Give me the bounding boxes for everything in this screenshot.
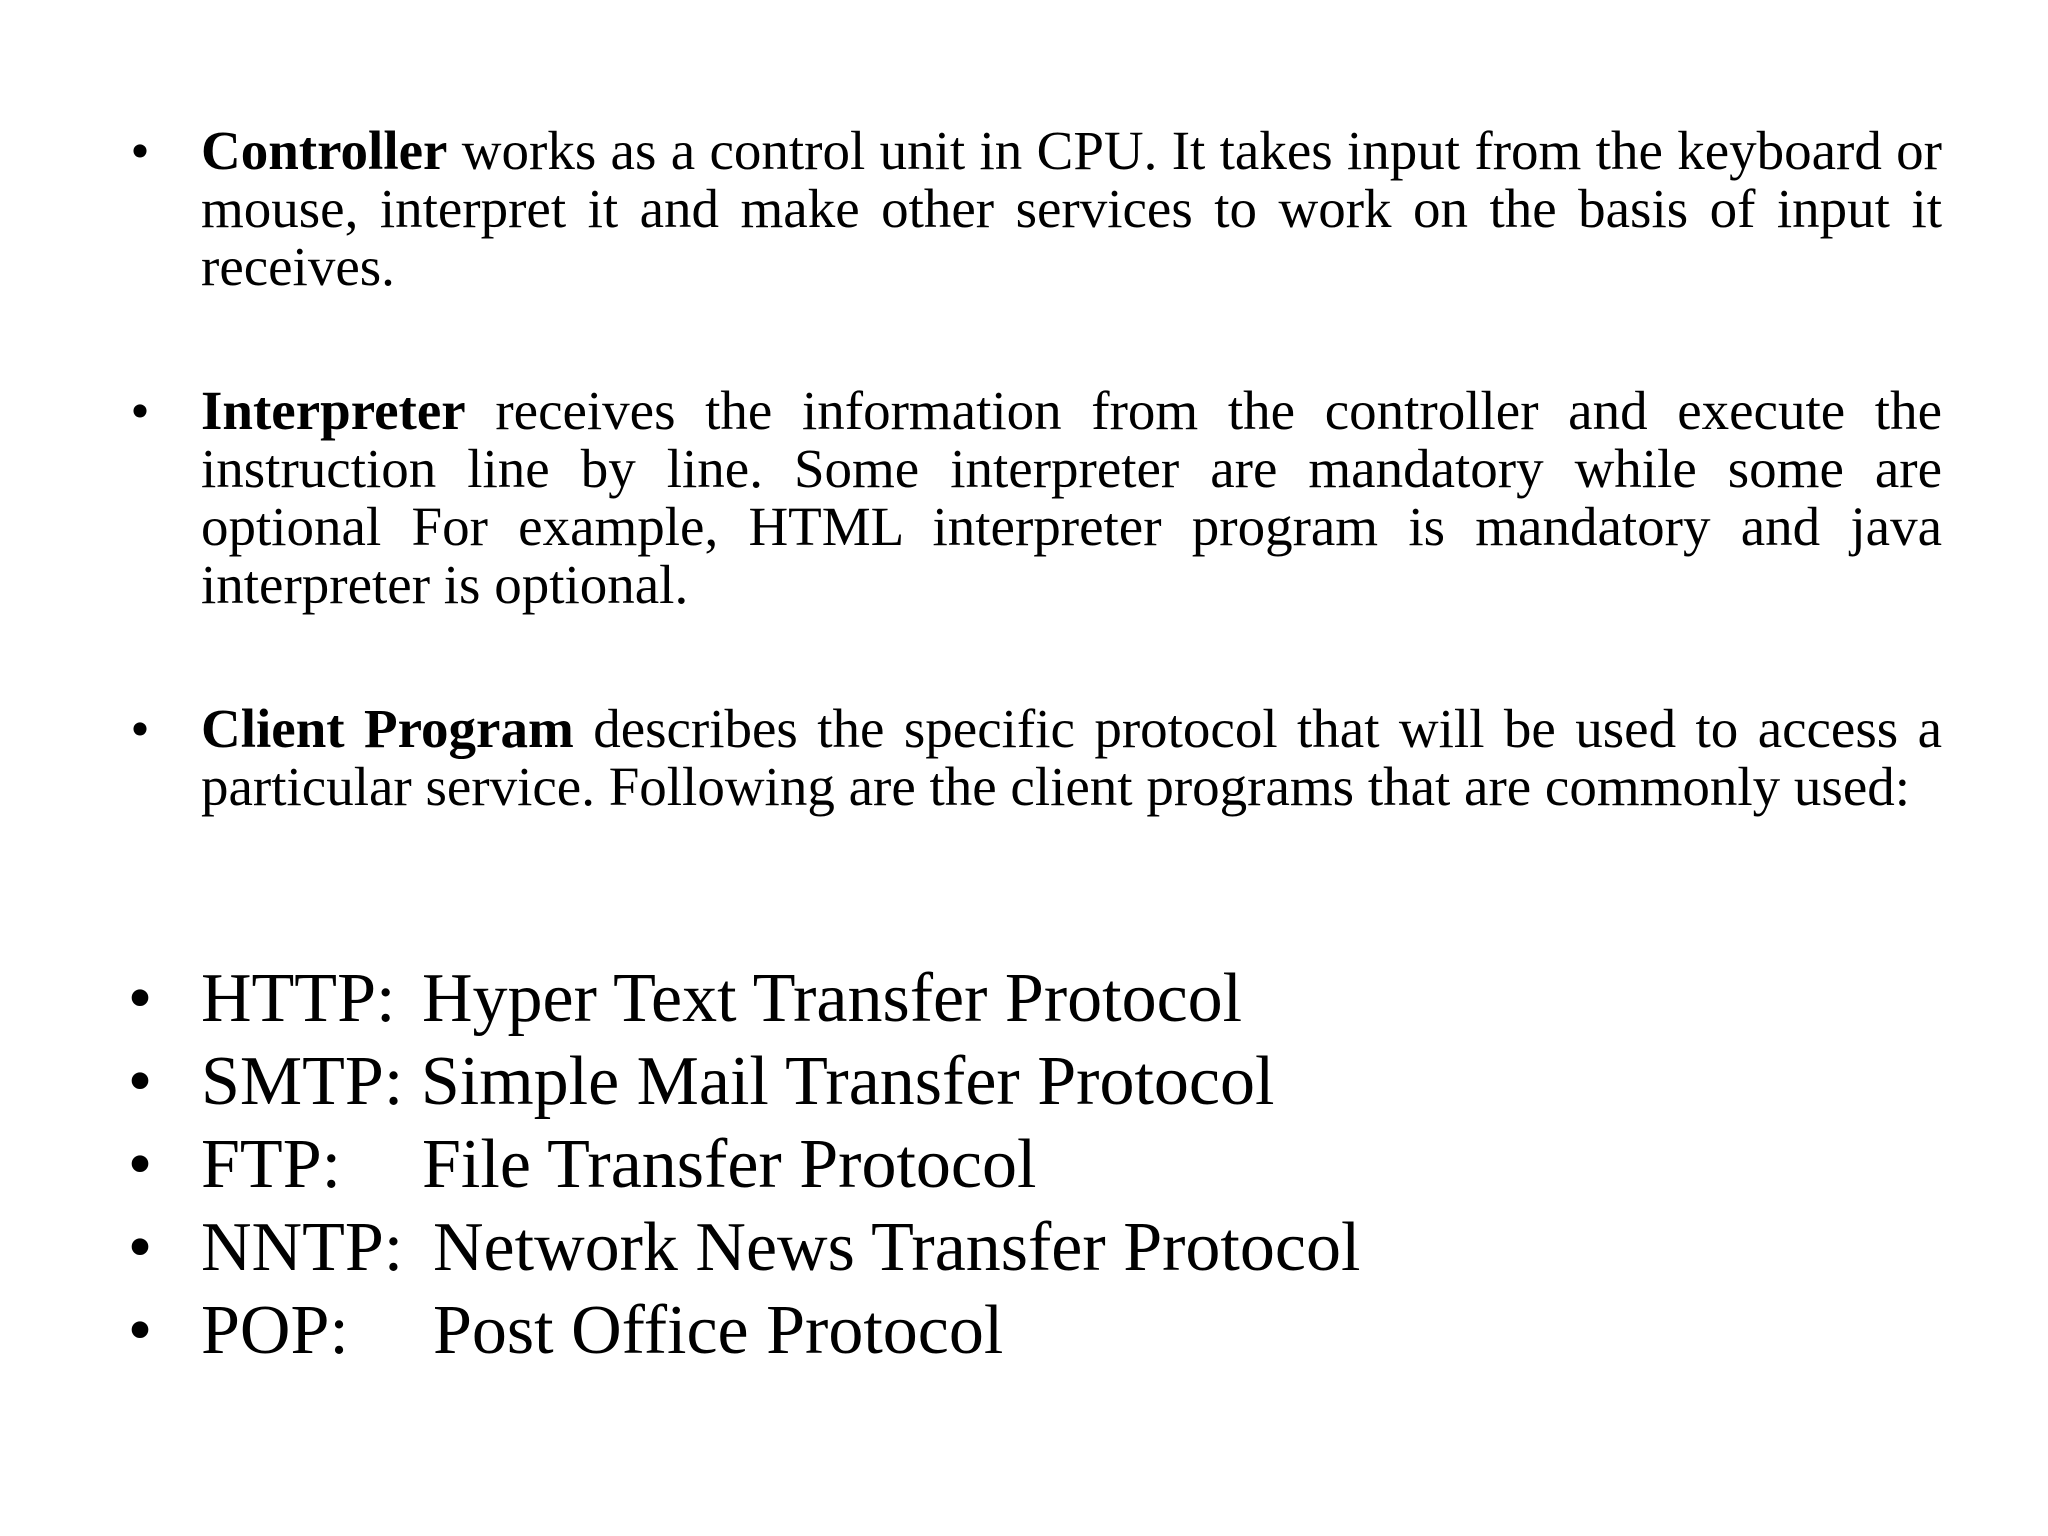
protocol-abbreviation: POP: [201,1292,349,1369]
bullet-icon: • [127,1209,153,1286]
protocol-abbreviation: HTTP: [201,960,396,1037]
protocol-item-ftp [120,1123,1360,1206]
protocol-name: File Transfer Protocol [422,1126,1037,1203]
definition-text: receives the information from the controller and execute the instruction line by line. Some interpreter are mandatory while some are optional For example, HTML interpreter program is mandatory and java interpreter is optional. [201,380,1942,615]
protocol-item-smtp [120,1040,1360,1123]
protocol-name: Post Office Protocol [433,1292,1004,1369]
definition-item-interpreter [120,382,1942,614]
definition-list [120,122,1942,816]
protocol-name: Network News Transfer Protocol [433,1209,1361,1286]
protocol-item-nntp [120,1206,1360,1289]
definition-term: Client Program [201,698,574,759]
protocol-item-pop [120,1289,1360,1372]
bullet-icon: • [127,1126,153,1203]
protocol-list [120,957,1360,1372]
definition-text: describes the specific protocol that will be used to access a particular service. Following are the client programs that are commonly used: [201,698,1942,817]
protocol-name: Hyper Text Transfer Protocol [422,960,1243,1037]
protocol-abbreviation: FTP: [201,1126,342,1203]
definition-text: works as a control unit in CPU. It takes input from the keyboard or mouse, interpret it and make other services to work on the basis of input it receives. [201,120,1942,297]
bullet-icon: • [127,960,153,1037]
bullet-icon: • [130,120,150,181]
definition-term: Interpreter [201,380,466,441]
protocol-abbreviation: NNTP: [201,1209,404,1286]
protocol-item-http [120,957,1360,1040]
bullet-icon: • [127,1292,153,1369]
bullet-icon: • [130,698,150,759]
bullet-icon: • [130,380,150,441]
bullet-icon: • [127,1043,153,1120]
protocol-abbreviation: SMTP: [201,1043,404,1120]
definition-item-controller [120,122,1942,296]
definition-term: Controller [201,120,448,181]
protocol-name: Simple Mail Transfer Protocol [420,1043,1275,1120]
definition-item-client-program [120,700,1942,816]
